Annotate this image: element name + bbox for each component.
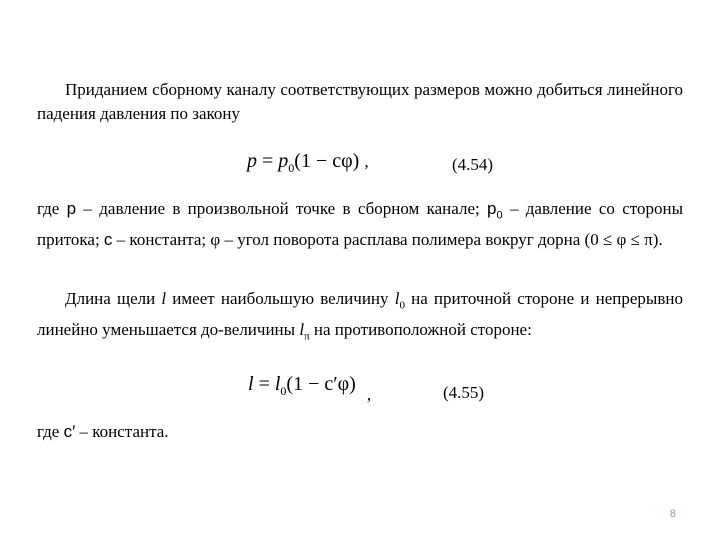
paragraph-intro-text: Приданием сборному каналу соответствующих размеров можно добиться линейного падения давления по закону [37, 80, 683, 123]
para2-lead: где [37, 199, 67, 218]
eq1-equals: = [262, 150, 274, 172]
para2-text-2: – давление со стороны притока; [37, 199, 683, 249]
para2-text-1: – давление в произвольной точке в сборном канале; [76, 199, 488, 218]
para2-text-3: – константа; φ – угол поворота расплава полимера вокруг дорна (0 ≤ φ ≤ π). [112, 229, 663, 249]
para2-p-symbol: p [66, 199, 77, 218]
para4-lead: где [37, 422, 64, 441]
equation-number-4-54: (4.54) [452, 155, 494, 174]
para3-l0-subscript: 0 [399, 299, 405, 312]
para3-text-1: Длина щели [65, 289, 162, 308]
paragraph-constant [37, 420, 683, 444]
eq1-comma: , [364, 152, 369, 171]
eq1-expression: (1 − cφ) [294, 150, 360, 172]
para2-p0-symbol: p [487, 199, 497, 218]
para3-l0-symbol: l [394, 289, 400, 308]
eq2-expression: (1 − c′φ) [286, 373, 356, 395]
equation-4-54 [247, 150, 369, 176]
eq2-l: l [248, 373, 254, 395]
eq2-l0: l [274, 373, 281, 395]
para2-c-symbol: c [103, 229, 113, 249]
equation-number-4-55: (4.55) [443, 383, 485, 402]
eq2-comma: , [366, 385, 372, 404]
para3-lpi-subscript: π [304, 330, 310, 343]
para3-lpi-symbol: l [299, 319, 305, 339]
eq1-p: p [247, 150, 257, 172]
paragraph-intro [37, 78, 683, 125]
eq2-equals: = [258, 373, 270, 395]
para4-c-prime-symbol: c′ [63, 422, 76, 441]
eq2-l0-subscript: 0 [280, 384, 287, 398]
para3-text-4: на противоположной стороне: [309, 319, 532, 339]
para3-text-3: на приточной стороне и непрерывно линейно уменьшается до-величины [37, 289, 683, 339]
para3-l-symbol: l [161, 289, 167, 308]
equation-4-55 [248, 373, 372, 404]
eq1-p0-subscript: 0 [288, 161, 295, 175]
paragraph-slot-length [37, 287, 683, 349]
para2-p0-subscript: 0 [496, 209, 503, 222]
paragraph-definitions [37, 197, 683, 251]
para3-text-2: имеет наибольшую величину [166, 289, 395, 308]
para4-text: – константа. [75, 422, 169, 441]
page-number: 8 [669, 508, 676, 520]
eq1-p0: p [278, 150, 289, 172]
